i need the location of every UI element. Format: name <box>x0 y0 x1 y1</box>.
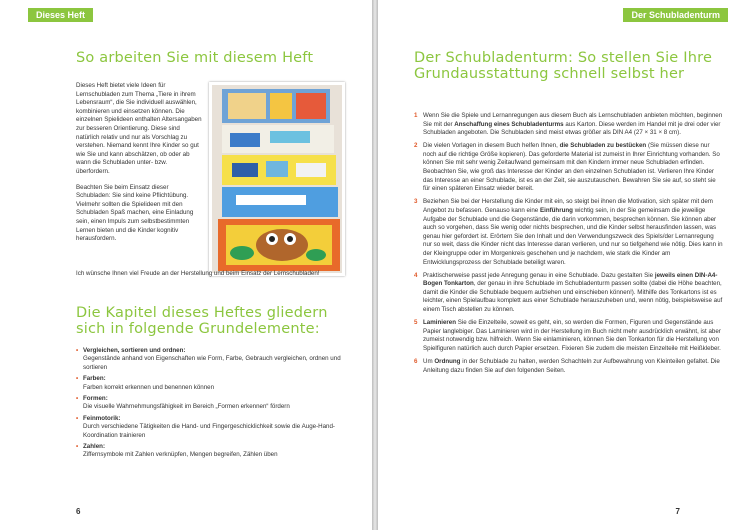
intro-paragraph-1: Dieses Heft bietet viele Ideen für Lernschubladen zum Thema „Tiere in ihrem Lebensraum“, die Sie individuell auswählen, kombinieren und einsetzen können. Die einzelnen Spielideen enthalten Altersangaben zur besseren Orientierung. Diese sind natürlich relativ und nur als Vorschlag zu verstehen. Niemand kennt Ihre Kinder so gut wie Sie und kann abschätzen, ob oder ab wann die Schubladen unter- bzw. überfordern. <box>76 82 202 175</box>
drawer-tower-illustration <box>212 85 342 273</box>
bullet-icon: • <box>76 347 79 354</box>
page-heading: Der Schubladenturm: So stellen Sie Ihre Grundausstattung schnell selbst her <box>414 50 713 82</box>
bullet-icon: • <box>76 395 79 403</box>
list-item: 4 Praktischerweise passt jede Anregung genau in eine Schublade. Dazu gestalten Sie jeweils einen DIN-A4-Bogen Tonkarton, der genau in ihre Schublade im Schubladenturm passen sollte (dabei die Höhe beachten, damit die Kinder die Schublade bequem aufziehen und einschieben können!). Mithilfe des Tonkartons ist es leichter, einen Spielaufbau komplett aus einer Schublade herauszuheben und, wenn nötig, beispielsweise auf einem Tisch abstellen zu können. <box>414 271 723 313</box>
chapter-elements-heading: Die Kapitel dieses Heftes gliedern sich in folgende Grundelemente: <box>76 305 328 337</box>
list-item: 6 Um Ordnung in der Schublade zu halten, werden Schachteln zur Aufbewahrung von Kleinteilen gefaltet. Die Anleitung dazu finden Sie auf den folgenden Seiten. <box>414 357 720 374</box>
intro-paragraph-2: Beachten Sie beim Einsatz dieser Schubladen: Sie sind keine Pflichtübung. Vielmehr sollten die Spielideen mit den Schubladen Spaß machen, eine Einladung sein, einen Impuls zum selbstbestimmten Lernen bieten und die Kinder kognitiv herausfordern. <box>76 183 194 243</box>
page-number: 6 <box>76 507 81 516</box>
closing-text: Ich wünsche Ihnen viel Freude an der Herstellung und beim Einsatz der Lernschubladen! <box>76 270 320 277</box>
bullet-icon: • <box>76 443 79 451</box>
bullet-icon: • <box>76 414 79 422</box>
drawer-tower-photo <box>209 82 345 276</box>
list-item: • Vergleichen, sortieren und ordnen: Gegenstände anhand von Eigenschaften wie Form, Farbe, Gebrauch vergleichen, ordnen und sortieren <box>76 347 341 371</box>
list-item: • Zahlen: Ziffernsymbole mit Zahlen verknüpfen, Mengen begreifen, Zählen üben <box>76 443 278 459</box>
bullet-icon: • <box>76 375 79 383</box>
intro-text <box>76 82 202 244</box>
list-item: 5 Laminieren Sie die Einzelteile, soweit es geht, ein, so werden die Formen, Figuren und Gegenstände aus Papier langlebiger. Das Laminieren wird in der Herstellung im Buch nicht mehr ausdrücklich erwähnt, ist aber zumeist notwendig bzw. hilfreich. Wenn Sie einlaminieren, können Sie den Tonkarton für die Herstellung von Spielfiguren natürlich auch durch Papier ersetzen. Fixieren Sie zudem die meisten Einzelteile mit Heißkleber. <box>414 319 721 352</box>
element-list <box>76 347 346 463</box>
section-tab: Der Schubladenturm <box>623 8 728 22</box>
list-item: • Formen: Die visuelle Wahrnehmungsfähigkeit im Bereich „Formen erkennen“ fördern <box>76 395 290 411</box>
page-number: 7 <box>675 507 680 516</box>
right-page <box>378 0 750 530</box>
list-item: 2 Die vielen Vorlagen in diesem Buch helfen Ihnen, die Schubladen zu bestücken (Sie müssen diese nur noch auf die richtige Größe kopieren). Das geforderte Material ist zumeist in Ihrer Einrichtung vorhanden. So können Sie mit sehr wenig Zeitaufwand gemeinsam mit den Kindern immer neue Schubladen erfinden. Beobachten Sie, wie groß das Interesse der Kinder an den einzelnen Schubladen ist. Verlieren Ihre Kinder das Interesse an einer Schublade, ist es an der Zeit, sie auszutauschen. Bewahren Sie sie auf, so steht sie für einen späteren Einsatz wieder bereit. <box>414 142 720 193</box>
steps-list <box>414 112 724 380</box>
list-item: • Feinmotorik: Durch verschiedene Tätigkeiten die Hand- und Fingergeschicklichkeit sowie die Auge-Hand-Koordination trainieren <box>76 414 335 439</box>
list-item: 1 Wenn Sie die Spiele und Lernanregungen aus diesem Buch als Lernschubladen anbieten möchten, beginnen Sie mit der Anschaffung eines Schubladenturms aus Karton. Diese werden im Handel mit je drei oder vier Schubladen angeboten. Die Schubladen sind meist etwas größer als DIN A4 (27 × 31 × 8 cm). <box>414 112 723 137</box>
list-item: 3 Beziehen Sie bei der Herstellung die Kinder mit ein, so steigt bei ihnen die Motivation, sich später mit dem Angebot zu befassen. Genauso kann eine Einführung wichtig sein, in der Sie gemeinsam die jeweilige Aufgabe der Schublade und die Gegenstände, die darin vorkommen, besprechen können. Sie können aber auch so vorgehen, dass Sie wenig oder nichts besprechen, und die Kinder selbst herausfinden lassen, was genau hier gefordert ist. Erörtern Sie den Inhalt und den Verwendungszweck des Spiels/der Lernanregung nur so weit, dass die Kinder nicht das Interesse daran verlieren, und nur so tiefgehend wie nötig. Dies kann in der Kleingruppe oder im Morgenkreis geschehen und je nachdem, wie stark die Kinder am Entwicklungsprozess der Schublade beteiligt waren. <box>414 198 723 266</box>
left-page <box>0 0 372 530</box>
list-item: • Farben: Farben korrekt erkennen und benennen können <box>76 375 215 391</box>
page-heading: So arbeiten Sie mit diesem Heft <box>76 50 314 66</box>
section-tab: Dieses Heft <box>28 8 93 22</box>
